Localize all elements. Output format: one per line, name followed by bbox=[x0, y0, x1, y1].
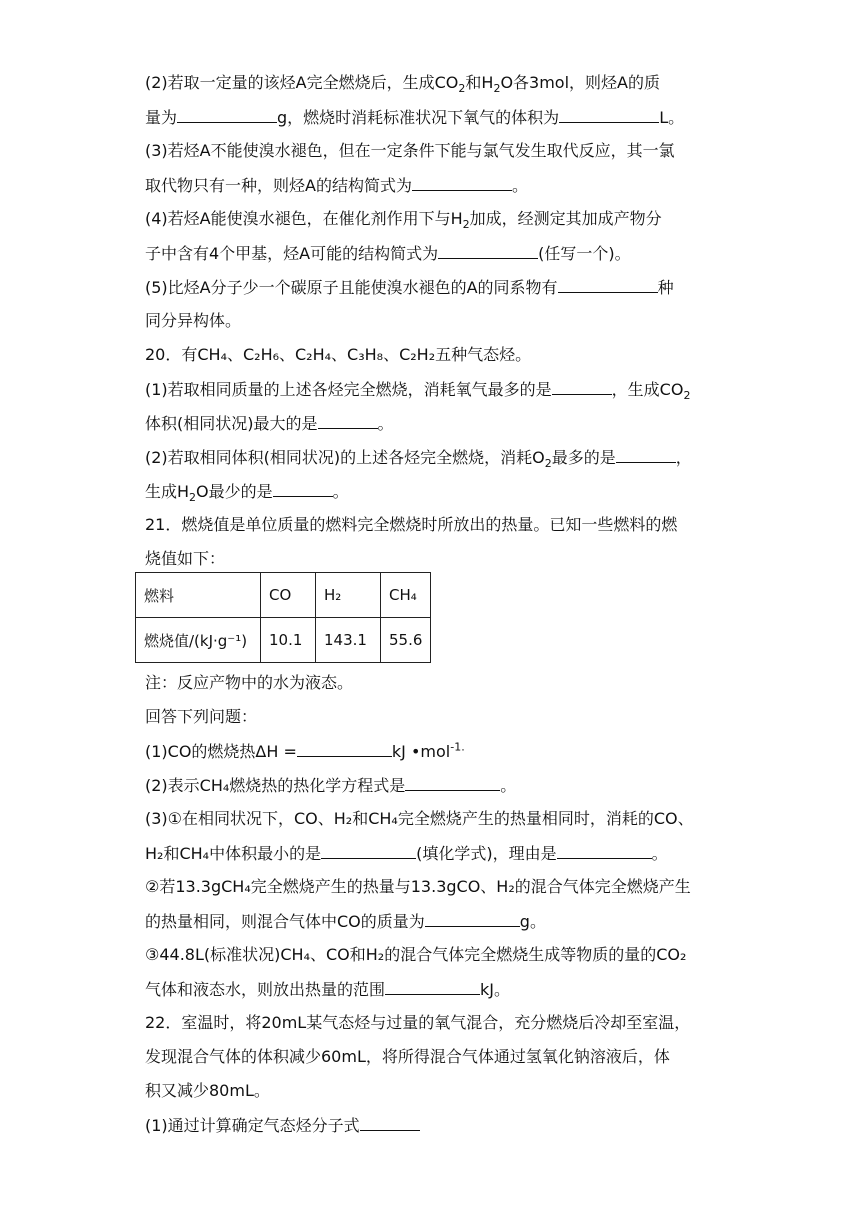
answer-blank[interactable] bbox=[321, 843, 416, 859]
table-cell: CH₄ bbox=[381, 573, 431, 618]
q19-3-line2: 取代物只有一种，则烃A的结构简式为 。 bbox=[145, 176, 528, 195]
answer-blank[interactable] bbox=[559, 107, 659, 123]
answer-blank[interactable] bbox=[438, 243, 538, 259]
answer-blank[interactable] bbox=[318, 413, 378, 429]
q22-stem-line2: 发现混合气体的体积减少60mL，将所得混合气体通过氢氧化钠溶液后，体 bbox=[145, 1047, 670, 1066]
answer-blank[interactable] bbox=[425, 911, 520, 927]
answer-blank[interactable] bbox=[273, 481, 333, 497]
q21-1: (1)CO的燃烧热ΔH = kJ •mol$^{-1.}$ bbox=[145, 740, 465, 761]
answer-blank[interactable] bbox=[558, 277, 658, 293]
q21-3-2-line1: ②若13.3gCH₄完全燃烧产生的热量与13.3gCO、H₂的混合气体完全燃烧产生 bbox=[145, 877, 691, 896]
answer-blank[interactable] bbox=[552, 379, 612, 395]
answer-blank[interactable] bbox=[297, 741, 392, 757]
q20-stem: 20．有CH₄、C₂H₆、C₂H₄、C₃H₈、C₂H₂五种气态烃。 bbox=[145, 345, 532, 364]
q20-1-line1: (1)若取相同质量的上述各烃完全燃烧，消耗氧气最多的是 ，生成$CO_2$ bbox=[145, 380, 691, 403]
answer-blank[interactable] bbox=[405, 775, 500, 791]
table-cell: H₂ bbox=[316, 573, 381, 618]
table-cell: 55.6 bbox=[381, 618, 431, 663]
answer-blank[interactable] bbox=[412, 175, 512, 191]
q21-3-2-line2: 的热量相同，则混合气体中CO的质量为 g。 bbox=[145, 912, 546, 931]
q21-note: 注：反应产物中的水为液态。 bbox=[145, 673, 354, 692]
table-cell: 燃料 bbox=[136, 573, 261, 618]
q21-instruction: 回答下列问题： bbox=[145, 707, 258, 726]
q21-3-3-line2: 气体和液态水，则放出热量的范围 kJ。 bbox=[145, 980, 511, 999]
q19-5-line1: (5)比烃A分子少一个碳原子且能使溴水褪色的A的同系物有 种 bbox=[145, 278, 674, 297]
answer-blank[interactable] bbox=[177, 107, 277, 123]
answer-blank[interactable] bbox=[360, 1115, 420, 1131]
q21-stem-line2: 烧值如下： bbox=[145, 549, 226, 568]
q21-3-line2: H₂和CH₄中体积最小的是 (填化学式)，理由是 。 bbox=[145, 844, 668, 863]
table-cell: 燃烧值/(kJ·g⁻¹) bbox=[136, 618, 261, 663]
q19-2-line2: 量为 g，燃烧时消耗标准状况下氧气的体积为 L。 bbox=[145, 108, 685, 127]
q21-2: (2)表示CH₄燃烧热的热化学方程式是 。 bbox=[145, 776, 517, 795]
q19-2-line1: (2)若取一定量的该烃A完全燃烧后，生成$CO_2$和$H_2O$各3mol，则烃A的质 bbox=[145, 73, 660, 96]
answer-blank[interactable] bbox=[557, 843, 652, 859]
q19-3-line1: (3)若烃A不能使溴水褪色，但在一定条件下能与氯气发生取代反应，其一氯 bbox=[145, 141, 675, 160]
q22-stem-line3: 积又减少80mL。 bbox=[145, 1081, 270, 1100]
q20-2-line1: (2)若取相同体积(相同状况)的上述各烃完全燃烧，消耗$O_2$最多的是 ， bbox=[145, 448, 692, 471]
q22-stem-line1: 22．室温时，将20mL某气态烃与过量的氧气混合，充分燃烧后冷却至室温， bbox=[145, 1013, 691, 1032]
table-header-row bbox=[136, 573, 431, 618]
fuel-value-table bbox=[135, 572, 431, 663]
answer-blank[interactable] bbox=[616, 447, 676, 463]
table-cell: 10.1 bbox=[261, 618, 316, 663]
q21-stem-line1: 21．燃烧值是单位质量的燃料完全燃烧时所放出的热量。已知一些燃料的燃 bbox=[145, 515, 678, 534]
table-row bbox=[136, 618, 431, 663]
table-cell: CO bbox=[261, 573, 316, 618]
q20-1-line2: 体积(相同状况)最大的是 。 bbox=[145, 414, 394, 433]
q19-4-line2: 子中含有4个甲基，烃A可能的结构简式为 (任写一个)。 bbox=[145, 244, 631, 263]
q20-2-line2: 生成$H_2O$最少的是 。 bbox=[145, 482, 349, 505]
q19-5-line2: 同分异构体。 bbox=[145, 311, 242, 330]
q19-4-line1: (4)若烃A能使溴水褪色，在催化剂作用下与$H_2$加成，经测定其加成产物分 bbox=[145, 209, 662, 232]
q21-3-line1: (3)①在相同状况下，CO、H₂和CH₄完全燃烧产生的热量相同时，消耗的CO、 bbox=[145, 809, 694, 828]
q22-1: (1)通过计算确定气态烃分子式 bbox=[145, 1115, 420, 1136]
q21-3-3-line1: ③44.8L(标准状况)CH₄、CO和H₂的混合气体完全燃烧生成等物质的量的CO₂ bbox=[145, 945, 687, 964]
answer-blank[interactable] bbox=[385, 979, 480, 995]
table-cell: 143.1 bbox=[316, 618, 381, 663]
